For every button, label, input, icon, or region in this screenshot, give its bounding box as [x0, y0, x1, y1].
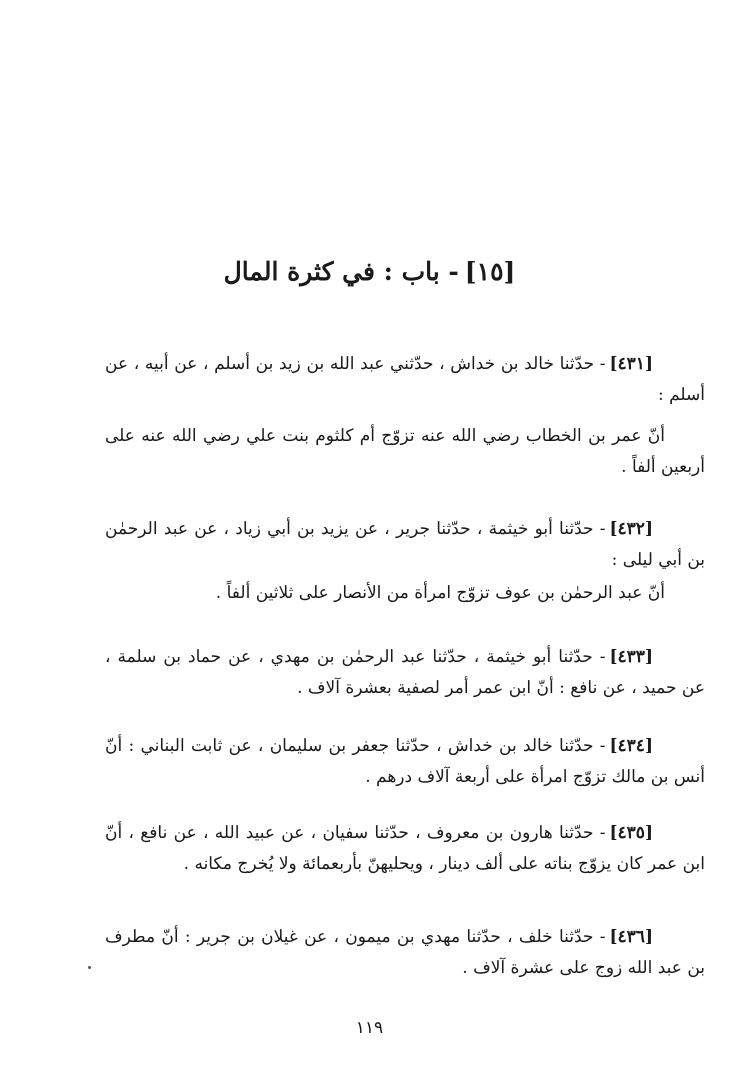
- hadith-isnad: [105, 922, 705, 984]
- hadith-isnad: [105, 514, 705, 576]
- hadith-chain-text: - حدّثنا أبو خيثمة ، حدّثنا عبد الرحمٰن بن مهدي ، عن حماد بن سلمة ، عن حميد ، عن نافع : أنّ ابن عمر أمر لصفية بعشرة آلاف .: [105, 647, 705, 698]
- chapter-title: [0, 252, 739, 292]
- chapter-heading: - باب : في كثرة المال: [223, 257, 459, 286]
- hadith-isnad: [105, 818, 705, 880]
- hadith-chain-text: - حدّثنا خالد بن خداش ، حدّثنا جعفر بن سليمان ، عن ثابت البناني : أنّ أنس بن مالك تزوّج امرأة على أربعة آلاف درهم .: [105, 736, 705, 787]
- hadith-number: [٤٣٦]: [609, 927, 653, 947]
- page-number: ١١٩: [355, 1018, 384, 1038]
- hadith-number: [٤٣٤]: [609, 736, 653, 756]
- hadith-chain-text: - حدّثنا هارون بن معروف ، حدّثنا سفيان ، عن عبيد الله ، عن نافع ، أنّ ابن عمر كان يزوّج بناته على ألف دينار ، ويحليهنّ بأربعمائة ولا يُخرج مكانه .: [105, 823, 705, 874]
- hadith-text: أنّ عبد الرحمٰن بن عوف تزوّج امرأة من الأنصار على ثلاثين ألفاً .: [215, 583, 665, 603]
- hadith-isnad: [105, 349, 705, 411]
- hadith-isnad: [105, 731, 705, 793]
- hadith-435: [105, 818, 705, 880]
- hadith-432: [105, 514, 705, 609]
- hadith-isnad: [105, 642, 705, 704]
- hadith-chain-text: - حدّثنا خالد بن خداش ، حدّثني عبد الله بن زيد بن أسلم ، عن أبيه ، عن أسلم :: [105, 354, 705, 405]
- hadith-chain-text: - حدّثنا خلف ، حدّثنا مهدي بن ميمون ، عن غيلان بن جرير : أنّ مطرف بن عبد الله زوج على عشرة آلاف .: [105, 927, 705, 978]
- hadith-436: [105, 922, 705, 984]
- hadith-434: [105, 731, 705, 793]
- hadith-number: [٤٣٢]: [609, 519, 653, 539]
- hadith-chain-text: - حدّثنا أبو خيثمة ، حدّثنا جرير ، عن يزيد بن أبي زياد ، عن عبد الرحمٰن بن أبي ليلى :: [105, 519, 705, 570]
- margin-speck: [88, 966, 91, 969]
- hadith-number: [٤٣٥]: [609, 823, 653, 843]
- hadith-number: [٤٣١]: [609, 354, 653, 374]
- hadith-433: [105, 642, 705, 704]
- hadith-431: [105, 349, 705, 483]
- hadith-text: أنّ عمر بن الخطاب رضي الله عنه تزوّج أم كلثوم بنت علي رضي الله عنه على أربعين ألفاً .: [105, 426, 705, 477]
- chapter-number: [١٥]: [464, 257, 516, 286]
- hadith-number: [٤٣٣]: [609, 647, 653, 667]
